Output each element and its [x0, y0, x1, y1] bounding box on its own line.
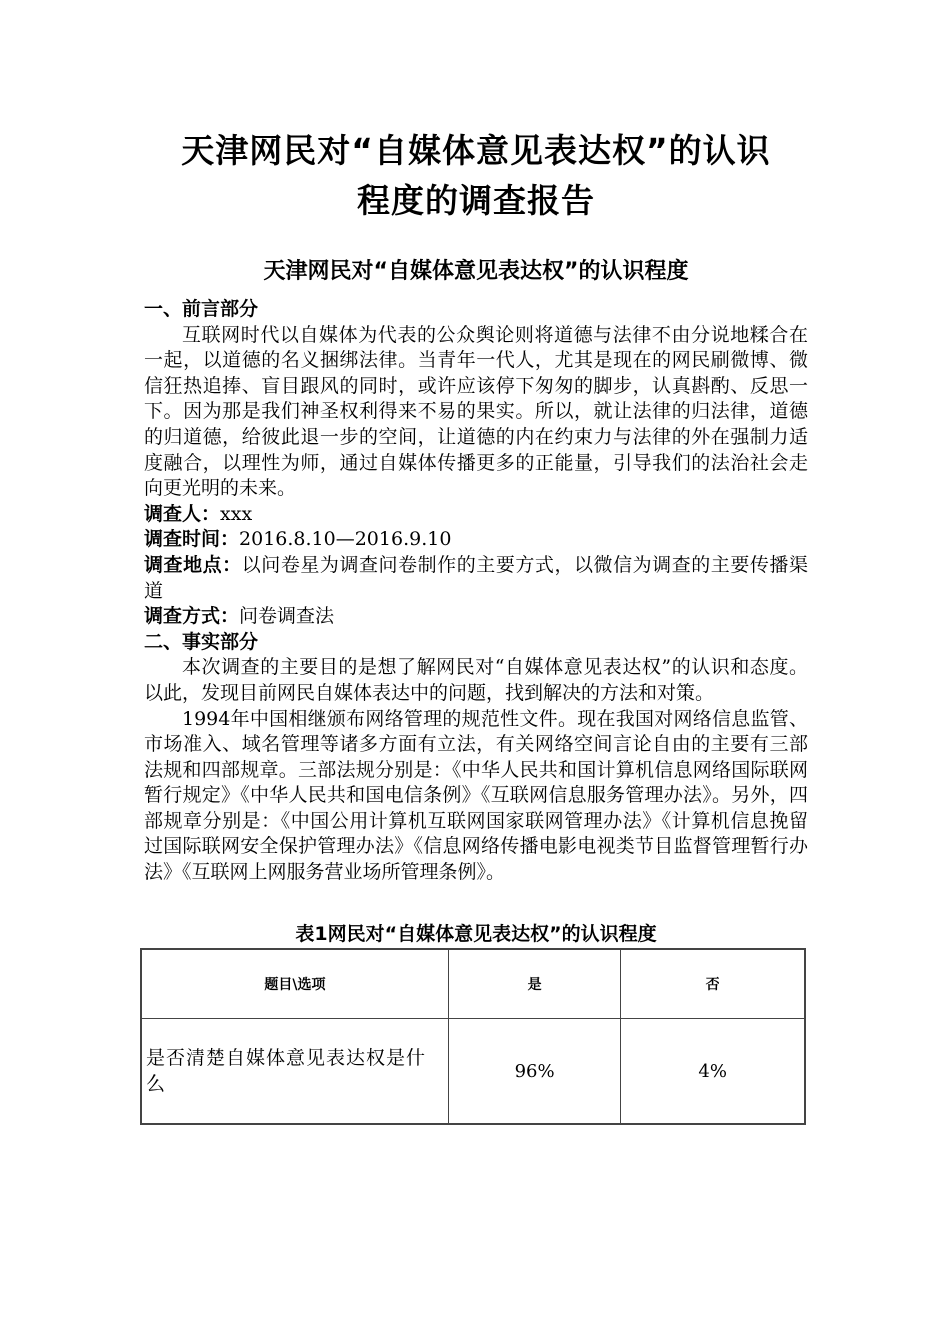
document-title	[144, 126, 808, 226]
title-line-2: 程度的调查报告	[357, 181, 595, 220]
document-subtitle: 天津网民对“自媒体意见表达权”的认识程度	[263, 259, 689, 284]
method-label: 调查方式：	[144, 605, 240, 628]
method-line	[144, 604, 808, 630]
table-cell-no: 4%	[621, 1019, 805, 1125]
section-2-paragraph-1: 本次调查的主要目的是想了解网民对“自媒体意见表达权”的认识和态度。以此，发现目前网民自媒体表达中的问题，找到解决的方法和对策。	[144, 656, 808, 704]
section-1-heading: 一、前言部分	[144, 298, 259, 320]
table-header-question: 题目\选项	[141, 949, 448, 1019]
table-cell-yes: 96%	[448, 1019, 620, 1125]
table-header-no: 否	[621, 949, 805, 1019]
investigator-value: xxx	[220, 502, 253, 525]
table-caption: 表1网民对“自媒体意见表达权”的认识程度	[295, 923, 657, 945]
time-label: 调查时间：	[144, 528, 240, 551]
table-row	[141, 1019, 805, 1125]
title-line-1: 天津网民对“自媒体意见表达权”的认识	[181, 131, 771, 170]
section-1-paragraph: 互联网时代以自媒体为代表的公众舆论则将道德与法律不由分说地糅合在一起，以道德的名义捆绑法律。当青年一代人，尤其是现在的网民刷微博、微信狂热追捧、盲目跟风的同时，或许应该停下匆匆的脚步，认真斟酌、反思一下。因为那是我们神圣权利得来不易的果实。所以，就让法律的归法律，道德的归道德，给彼此退一步的空间，让道德的内在约束力与法律的外在强制力适度融合，以理性为师，通过自媒体传播更多的正能量，引导我们的法治社会走向更光明的未来。	[144, 323, 808, 500]
location-label: 调查地点：	[144, 553, 242, 576]
investigator-label: 调查人：	[144, 502, 221, 525]
location-line	[144, 553, 808, 604]
section-2-paragraph-2: 1994年中国相继颁布网络管理的规范性文件。现在我国对网络信息监管、市场准入、域名管理等诸多方面有立法，有关网络空间言论自由的主要有三部法规和四部规章。三部法规分别是：《中华人民共和国计算机信息网络国际联网暂行规定》《中华人民共和国电信条例》《互联网信息服务管理办法》。另外，四部规章分别是：《中国公用计算机互联网国家联网管理办法》《计算机信息挽留过国际联网安全保护管理办法》《信息网络传播电影电视类节目监督管理暂行办法》《互联网上网服务营业场所管理条例》。	[144, 707, 808, 884]
location-value: 以问卷星为调查问卷制作的主要方式，以微信为调查的主要传播渠道	[144, 553, 808, 602]
method-value: 问卷调查法	[239, 605, 335, 628]
survey-table	[140, 948, 806, 1125]
table-cell-question: 是否清楚自媒体意见表达权是什么	[141, 1019, 448, 1125]
table-header-yes: 是	[448, 949, 620, 1019]
time-value: 2016.8.10—2016.9.10	[239, 528, 452, 551]
time-line	[144, 527, 808, 553]
table-header-row	[141, 949, 805, 1019]
section-2-heading: 二、事实部分	[144, 630, 259, 653]
document-body	[144, 297, 808, 886]
investigator-line	[144, 502, 808, 528]
